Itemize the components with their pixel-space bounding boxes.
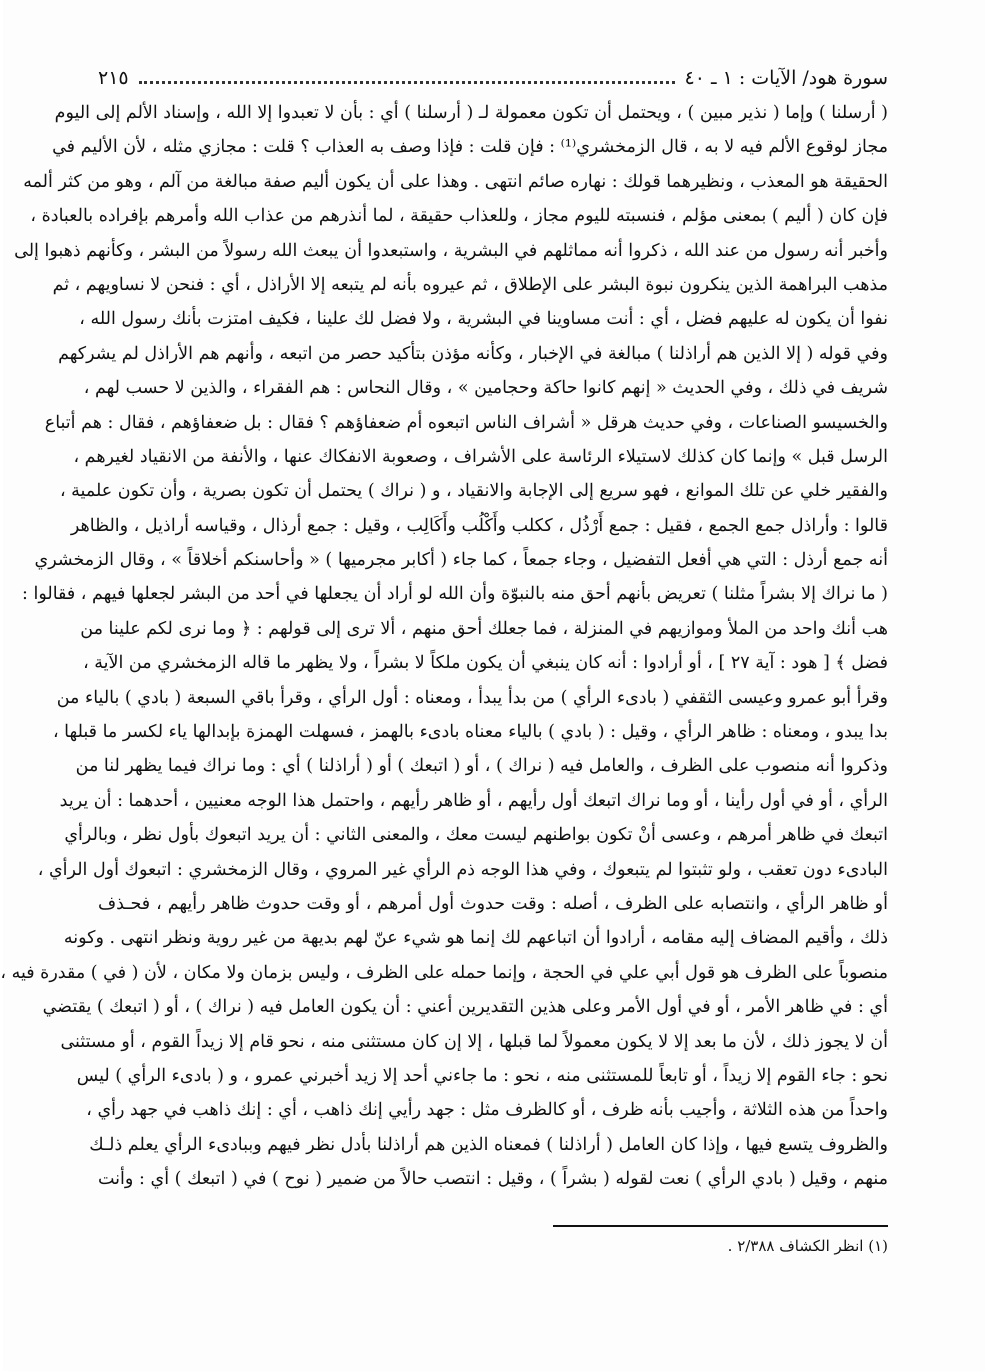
text-line: ( أرسلنا ) وإما ( نذير مبين ) ، ويحتمل أن تكون معمولة لـ ( أرسلنا ) أي : بأن لا تعبدوا إلا الله ، وإسناد الألم إلى اليوم xyxy=(54,103,888,123)
text-line: فإن كان ( أليم ) بمعنى مؤلم ، فنسبته لليوم مجاز ، وللعذاب حقيقة ، لما أنذرهم من عذاب الله وأمرهم بإفراده بالعبادة ، xyxy=(30,206,888,227)
text-line: منصوباً على الظرف هو قول أبي علي في الحجة ، وإنما حمله على الظرف ، وليس بزمان ولا مكان ، لأن ( في ) مقدرة فيه ، xyxy=(0,962,888,983)
text-line: وفي قوله ( إلا الذين هم أراذلنا ) مبالغة في الإخبار ، وكأنه مؤذن بتأكيد حصر من اتبعه ، وأنهم هم الأراذل لم يشركهم xyxy=(58,343,888,364)
footnote: (١) انظر الكشاف ٢/٣٨٨ . xyxy=(727,1237,888,1255)
surah-title: سورة هود/ الآيات : ١ ـ ٤٠ xyxy=(684,67,888,89)
text-line: نفوا أن يكون له عليهم فضل ، أي : أنت مساوينا في البشرية ، ولا فضل لك علينا ، فكيف امتزت بأنك رسول الله ، xyxy=(79,309,888,330)
text-line: والخسيسو الصناعات ، وفي حديث هرقل « أشراف الناس اتبعوه أم ضعفاؤهم ؟ فقال : بل ضعفاؤهم ، فقال : هم أتباع xyxy=(44,412,888,433)
text-line: اتبعك في ظاهر أمرهم ، وعسى أنْ تكون بواطنهم ليست معك ، والمعنى الثاني : أن يريد اتبعوك بأول نظر ، وبالرأي xyxy=(64,825,888,846)
footnote-separator xyxy=(553,1225,888,1227)
text-line: نحو : جاء القوم إلا زيداً ، أو تابعاً للمستثنى منه ، نحو : ما جاءني أحد إلا زيد أخبرني عمرو ، و ( بادىء الرأي ) ليس xyxy=(76,1065,888,1086)
text-line: أو ظاهر الرأي ، وانتصابه على الظرف ، أصله : وقت حدوث أول أمرهم ، أو وقت حدوث ظاهر رأيهم ، فحـذف xyxy=(98,893,888,914)
running-header xyxy=(98,63,888,93)
text-line: مجاز لوقوع الألم فيه لا به ، قال الزمخشري⁽¹⁾ : فإن قلت : فإذا وصف به العذاب ؟ قلت : مجازي مثله ، لأن الأليم في xyxy=(52,137,888,158)
text-line: أي : في ظاهر الأمر ، أو في أول الأمر وعلى هذين التقديرين أعني : أن يكون العامل فيه ( نراك ) ، أو ( اتبعك ) يقتضي xyxy=(42,997,888,1018)
text-line: بدا يبدو ، ومعناه : ظاهر الرأي ، وقيل : ( بادي ) بالياء معناه بادىء بالهمز ، فسهلت الهمزة بإبدالها ياء لكسر ما قبلها ، xyxy=(52,722,888,743)
text-line: مذهب البراهمة الذين ينكرون نبوة البشر على الإطلاق ، ثم عيروه بأنه لم يتبعه إلا الأراذل ، أي : فنحن لا نساويهم ، ثم xyxy=(52,274,888,295)
text-line: الرأي ، أو في أول رأينا ، أو وما نراك اتبعك أول رأيهم ، أو ظاهر رأيهم ، واحتمل هذا الوجه معنيين ، أحدهما : أن يريد xyxy=(59,790,888,811)
text-line: وأخبر أنه رسول من عند الله ، ذكروا أنه مماثلهم في البشرية ، واستبعدوا أن يبعث الله رسولاً من البشر ، وكأنهم ذهبوا إلى xyxy=(14,240,888,261)
text-line: شريف في ذلك ، وفي الحديث « إنهم كانوا حاكة وحجامين » ، وقال النحاس : هم الفقراء ، والذين لا حسب لهم ، xyxy=(83,378,888,399)
text-line: فضل ﴾ [ هود : آية ٢٧ ] ، أو أرادوا : أنه كان ينبغي أن يكون ملكاً لا بشراً ، ولا يظهر ما قاله الزمخشري من الآية ، xyxy=(83,653,888,674)
text-line: منهم ، وقيل ( بادي الرأي ) نعت لقوله ( بشراً ) ، وقيل : انتصب حالاً من ضمير ( نوح ) في ( اتبعك ) أي : وأنت xyxy=(98,1169,888,1190)
text-line: والظروف يتسع فيها ، وإذا كان العامل ( أراذلنا ) فمعناه الذين هم أراذلنا بأدل نظر فيهم وببادىء الرأي يعلم ذلـك xyxy=(89,1134,888,1155)
page-number: ٢١٥ xyxy=(98,67,129,89)
text-line: قالوا : وأراذل جمع الجمع ، فقيل : جمع أَرْذُل ، ككلب وأَكْلُب وأَكَالِب ، وقيل : جمع أرذال ، وقياسه أراذيل ، والظاهر xyxy=(70,515,888,536)
text-line: البادىء دون تعقب ، ولو تثبتوا لم يتبعوك ، وفي هذا الوجه ذم الرأي غير المروي ، وقال الزمخشري : اتبعوك أول الرأي ، xyxy=(37,859,888,880)
text-line: وقرأ أبو عمرو وعيسى الثقفي ( بادىء الرأي ) من بدأ يبدأ ، ومعناه : أول الرأي ، وقرأ باقي السبعة ( بادي ) بالياء من xyxy=(56,687,888,708)
text-line: ( ما نراك إلا بشراً مثلنا ) تعريض بأنهم أحق منه بالنبوّة وأن الله لو أراد أن يجعلها في أحد من البشر لجعلها فيهم ، فقالوا : xyxy=(22,584,888,605)
text-line: وذكروا أنه منصوب على الظرف ، والعامل فيه ( نراك ) ، أو ( اتبعك ) أو ( أراذلنا ) أي : وما نراك فيما يظهر لنا من xyxy=(75,756,888,777)
text-line: والفقير خلي عن تلك الموانع ، فهو سريع إلى الإجابة والانقياد ، و ( نراك ) يحتمل أن تكون بصرية ، وأن تكون علمية ، xyxy=(59,481,888,502)
text-line: أن لا يجوز ذلك ، لأن ما بعد إلا لا يكون معمولاً لما قبلها ، إلا إن كان مستثنى منه ، نحو قام إلا زيداً القوم ، أو مستثنى xyxy=(60,1031,888,1052)
text-line: هب أنك واحد من الملأ وموازيهم في المنزلة ، فما جعلك أحق منهم ، ألا ترى إلى قولهم : ﴿ وما نرى لكم علينا من xyxy=(80,618,888,639)
body-text xyxy=(0,96,888,1197)
text-line: أنه جمع أرذل : التي هي أفعل التفضيل ، وجاء جمعاً ، كما جاء ( أكابر مجرميها ) « وأحاسنكم أخلاقاً » ، وقال الزمخشري xyxy=(34,550,888,571)
text-line: ذلك ، وأقيم المضاف إليه مقامه ، أرادوا أن اتباعهم لك إنما هو شيء عنّ لهم بديهة من غير روية ونظر انتهى . وكونه xyxy=(63,928,888,949)
text-line: الرسل قبل » وإنما كان كذلك لاستيلاء الرئاسة على الأشراف ، وصعوبة الانفكاك عنها ، والأنفة من الانقياد لغيرهم ، xyxy=(73,446,888,467)
text-line: واحداً من هذه الثلاثة ، وأجيب بأنه ظرف ، أو كالظرف مثل : جهد رأيي إنك ذاهب ، أي : إنك ذاهب في جهد رأي ، xyxy=(86,1100,888,1121)
dot-leader xyxy=(139,81,675,84)
text-line: الحقيقة هو المعذب ، ونظيرهما قولك : نهاره صائم انتهى . وهذا على أن يكون أليم صفة مبالغة من آلم ، وهو من كثر ألمه xyxy=(23,171,888,192)
